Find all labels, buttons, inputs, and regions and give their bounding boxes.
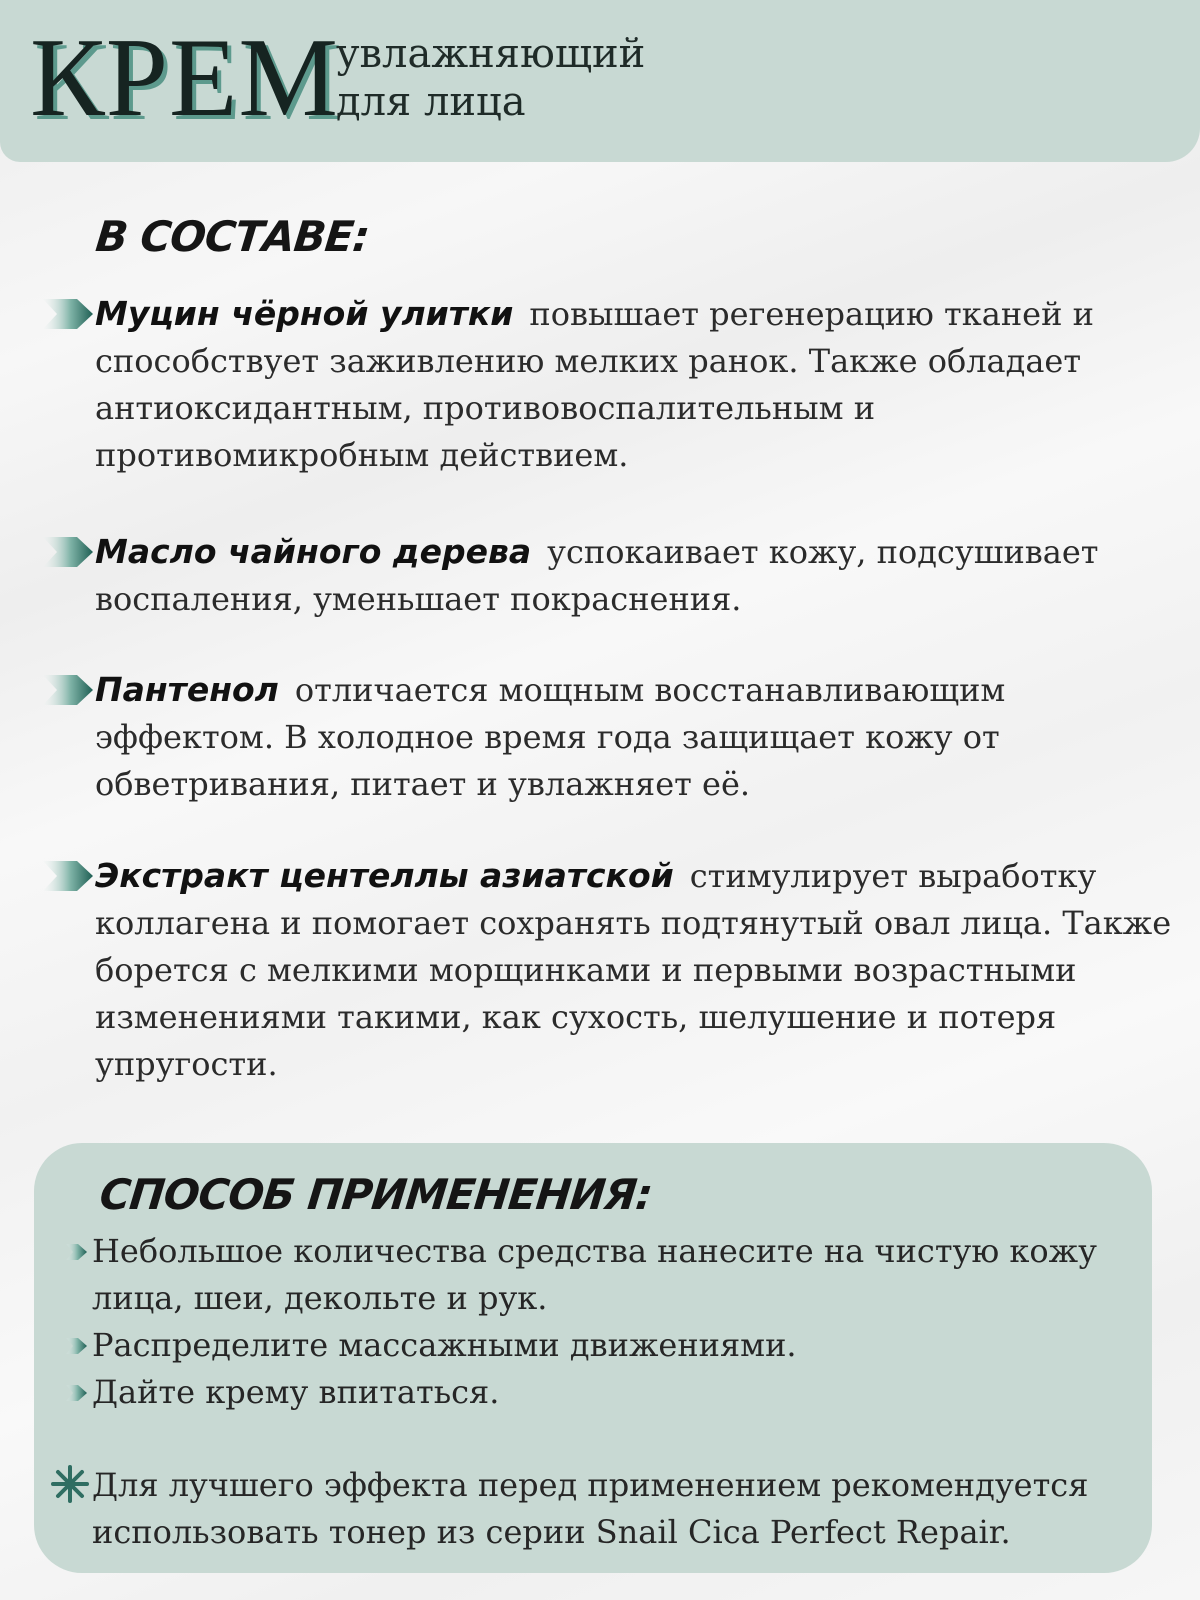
usage-step: [92, 1228, 1172, 1322]
ingredient-item: [95, 528, 1175, 623]
ingredient-description: отличается мощным восстанавливающим эффектом. В холодное время года защищает кожу от обветривания, питает и увлажняет её.: [95, 671, 1006, 803]
ingredient-item: [95, 852, 1175, 1088]
ingredient-name: Масло чайного дерева: [95, 532, 532, 571]
ingredient-name: Муцин чёрной улитки: [95, 294, 514, 333]
usage-step-text: Небольшое количества средства нанесите на чистую кожу лица, шеи, декольте и рук.: [92, 1232, 1097, 1317]
usage-note: [92, 1462, 1172, 1556]
arrow-bullet-icon: [66, 1336, 88, 1356]
usage-step: [92, 1322, 1172, 1369]
arrow-bullet-icon: [43, 296, 95, 332]
product-title: КРЕМ: [30, 16, 339, 140]
arrow-bullet-icon: [66, 1383, 88, 1403]
asterisk-icon: [50, 1464, 90, 1504]
subtitle-line-1: увлажняющий: [336, 31, 646, 77]
usage-step-text: Дайте крему впитаться.: [92, 1373, 500, 1411]
ingredient-name: Пантенол: [95, 670, 279, 709]
ingredient-description: повышает регенерацию тканей и способствует заживлению мелких ранок. Также обладает антиоксидантным, противовоспалительным и противомикробным действием.: [95, 295, 1094, 474]
arrow-bullet-icon: [43, 672, 95, 708]
ingredient-item: [95, 290, 1175, 479]
composition-heading: В СОСТАВЕ:: [93, 212, 372, 261]
usage-note-text: Для лучшего эффекта перед применением рекомендуется использовать тонер из серии Snail Cica Perfect Repair.: [92, 1466, 1089, 1551]
ingredient-description: стимулирует выработку коллагена и помогает сохранять подтянутый овал лица. Также борется с мелкими морщинками и первыми возрастными изменениями такими, как сухость, шелушение и потеря упругости.: [95, 857, 1172, 1083]
arrow-bullet-icon: [43, 534, 95, 570]
arrow-bullet-icon: [43, 858, 95, 894]
usage-step: [92, 1369, 1172, 1416]
usage-step-text: Распределите массажными движениями.: [92, 1326, 797, 1364]
usage-heading: СПОСОБ ПРИМЕНЕНИЯ:: [97, 1170, 655, 1219]
arrow-bullet-icon: [66, 1242, 88, 1262]
product-subtitle: [336, 30, 645, 126]
ingredient-name: Экстракт центеллы азиатской: [95, 856, 674, 895]
ingredient-description: успокаивает кожу, подсушивает воспаления, уменьшает покраснения.: [95, 533, 1099, 618]
subtitle-line-2: для лица: [336, 79, 526, 125]
ingredient-item: [95, 666, 1175, 808]
